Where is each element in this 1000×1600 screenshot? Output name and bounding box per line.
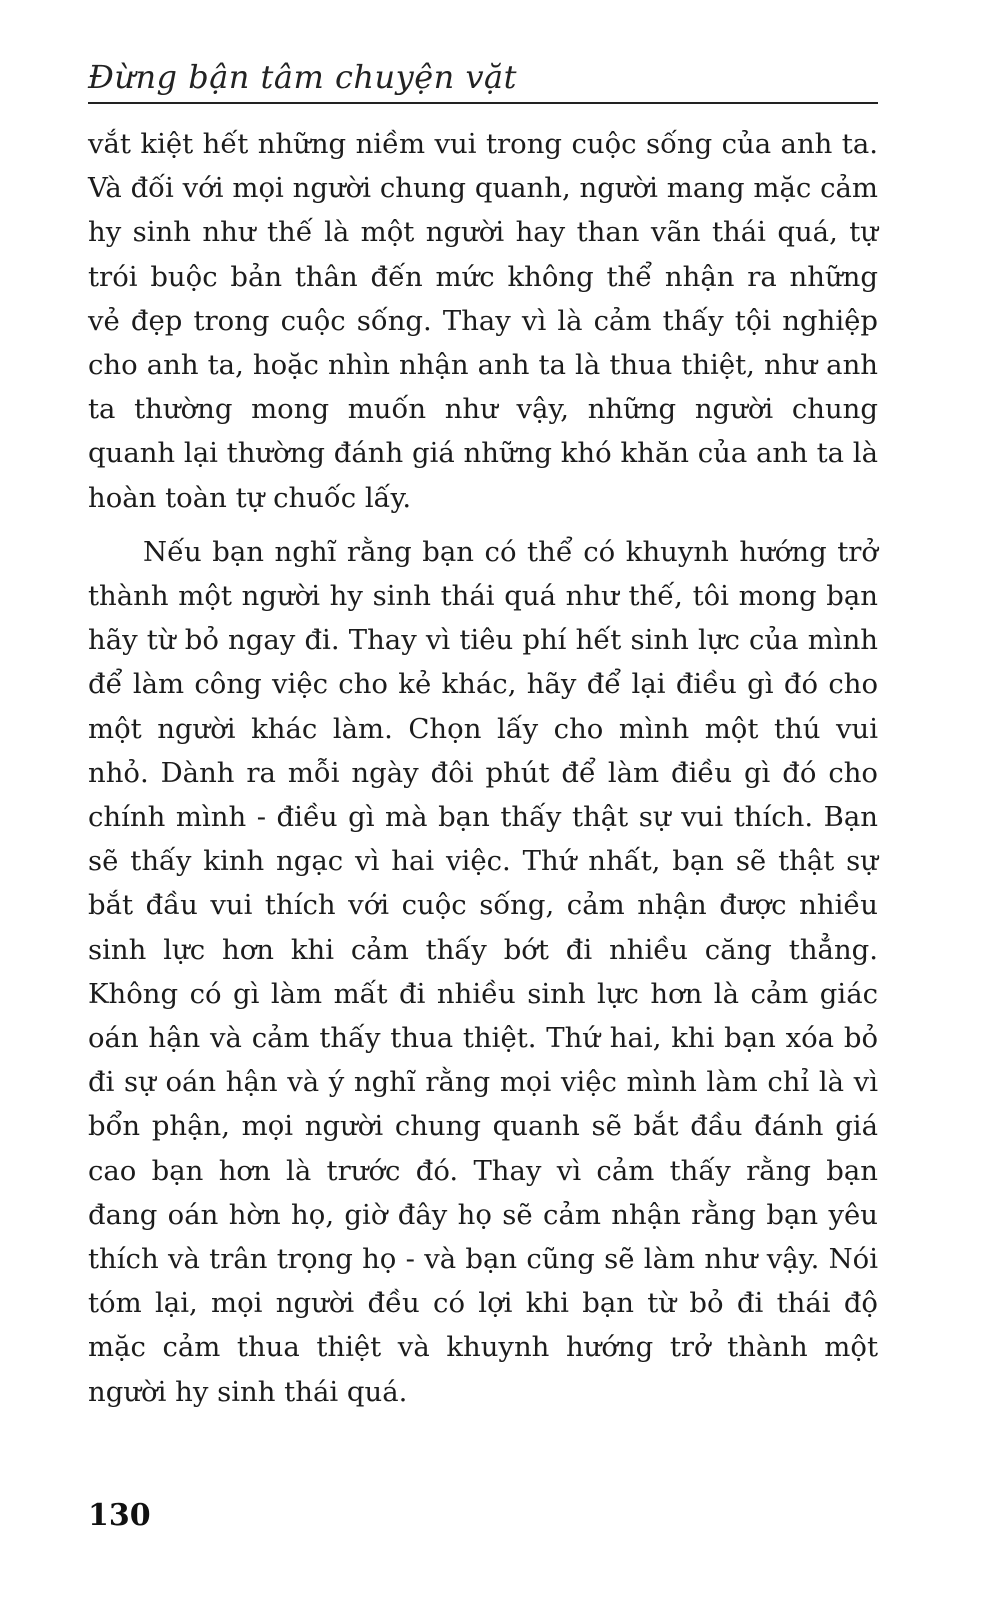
running-header bbox=[88, 44, 878, 104]
page-body bbox=[88, 122, 878, 1414]
paragraph-continued: vắt kiệt hết những niềm vui trong cuộc sống của anh ta. Và đối với mọi người chung quanh, người mang mặc cảm hy sinh như thế là một người hay than vãn thái quá, tự trói buộc bản thân đến mức không thể nhận ra những vẻ đẹp trong cuộc sống. Thay vì là cảm thấy tội nghiệp cho anh ta, hoặc nhìn nhận anh ta là thua thiệt, như anh ta thường mong muốn như vậy, những người chung quanh lại thường đánh giá những khó khăn của anh ta là hoàn toàn tự chuốc lấy. bbox=[88, 128, 878, 514]
paragraph: Nếu bạn nghĩ rằng bạn có thể có khuynh hướng trở thành một người hy sinh thái quá như thế, tôi mong bạn hãy từ bỏ ngay đi. Thay vì tiêu phí hết sinh lực của mình để làm công việc cho kẻ khác, hãy để lại điều gì đó cho một người khác làm. Chọn lấy cho mình một thú vui nhỏ. Dành ra mỗi ngày đôi phút để làm điều gì đó cho chính mình - điều gì mà bạn thấy thật sự vui thích. Bạn sẽ thấy kinh ngạc vì hai việc. Thứ nhất, bạn sẽ thật sự bắt đầu vui thích với cuộc sống, cảm nhận được nhiều sinh lực hơn khi cảm thấy bớt đi nhiều căng thẳng. Không có gì làm mất đi nhiều sinh lực hơn là cảm giác oán hận và cảm thấy thua thiệt. Thứ hai, khi bạn xóa bỏ đi sự oán hận và ý nghĩ rằng mọi việc mình làm chỉ là vì bổn phận, mọi người chung quanh sẽ bắt đầu đánh giá cao bạn hơn là trước đó. Thay vì cảm thấy rằng bạn đang oán hờn họ, giờ đây họ sẽ cảm nhận rằng bạn yêu thích và trân trọng họ - và bạn cũng sẽ làm như vậy. Nói tóm lại, mọi người đều có lợi khi bạn từ bỏ đi thái độ mặc cảm thua thiệt và khuynh hướng trở thành một người hy sinh thái quá. bbox=[88, 535, 878, 1408]
running-title: Đừng bận tâm chuyện vặt bbox=[88, 58, 517, 96]
page-number: 130 bbox=[88, 1498, 151, 1533]
